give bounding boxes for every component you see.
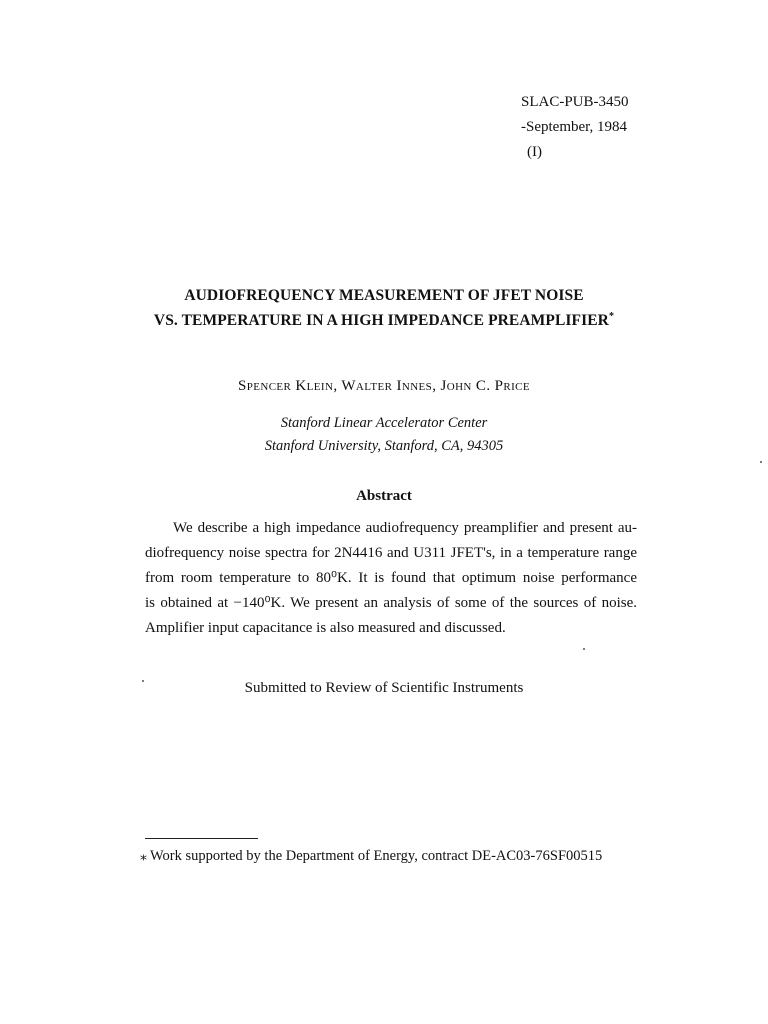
title-line-2-text: VS. TEMPERATURE IN A HIGH IMPEDANCE PREAMPLIFIER (153, 312, 609, 329)
affiliation (0, 412, 768, 458)
abstract-heading: Abstract (356, 488, 412, 504)
scan-speck (142, 680, 144, 682)
footnote-marker: ⁎ (140, 849, 147, 864)
abstract-line: is obtained at −140⁰K. We present an analysis of some of the sources of noise. (145, 595, 637, 611)
footnote (140, 848, 602, 865)
scan-speck (583, 648, 585, 650)
submission-note: Submitted to Review of Scientific Instruments (244, 680, 524, 696)
footnote-text: Work supported by the Department of Energy, contract DE-AC03-76SF00515 (150, 848, 603, 864)
abstract-body (145, 516, 637, 641)
abstract-line: We describe a high impedance audiofrequency preamplifier and present au- (173, 520, 637, 536)
abstract-line: from room temperature to 80⁰K. It is found that optimum noise performance (145, 570, 637, 586)
title-line-2 (0, 308, 768, 333)
title-footnote-marker: * (608, 310, 615, 322)
report-metadata (521, 90, 629, 165)
paper-title (0, 283, 768, 333)
affiliation-line-1: Stanford Linear Accelerator Center (280, 415, 488, 431)
abstract-line: Amplifier input capacitance is also measured and discussed. (145, 620, 506, 636)
report-category: (I) (527, 144, 542, 160)
title-line-1: AUDIOFREQUENCY MEASUREMENT OF JFET NOISE (184, 287, 584, 304)
author-list: Spencer Klein, Walter Innes, John C. Price (237, 378, 531, 394)
report-date: -September, 1984 (521, 119, 628, 135)
affiliation-line-2: Stanford University, Stanford, CA, 94305 (264, 438, 504, 454)
report-number: SLAC-PUB-3450 (521, 94, 629, 110)
scan-speck (760, 461, 762, 463)
footnote-divider (145, 838, 258, 839)
abstract-line: diofrequency noise spectra for 2N4416 and U311 JFET's, in a temperature range (145, 545, 637, 561)
